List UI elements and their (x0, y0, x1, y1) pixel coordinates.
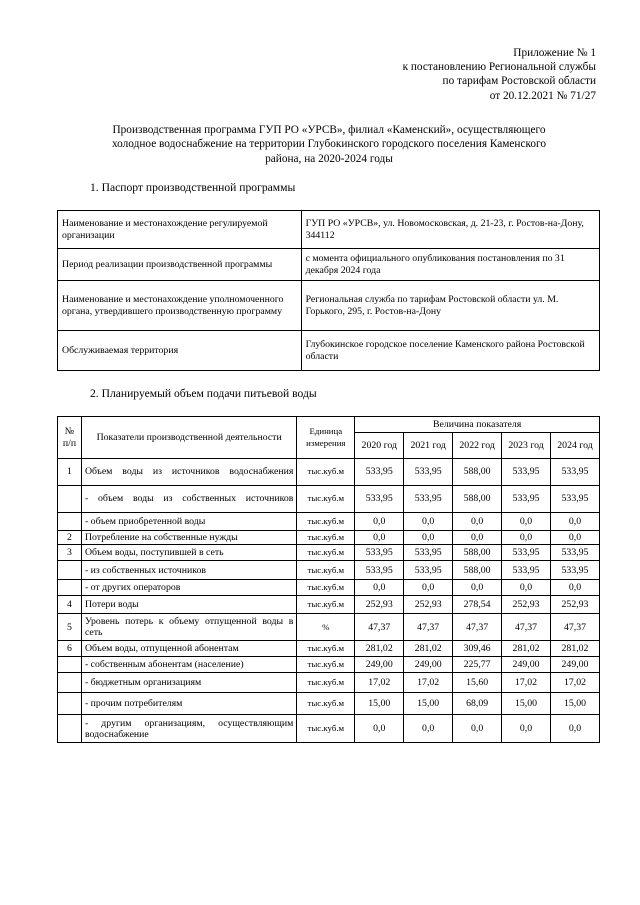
row-value: 47,37 (453, 614, 502, 641)
row-name: - из собственных источников (81, 561, 296, 580)
header-value-group: Величина показателя (355, 417, 600, 433)
row-value: 533,95 (355, 486, 404, 513)
table-row (58, 693, 600, 715)
row-value: 249,00 (355, 657, 404, 673)
row-value: 15,00 (404, 693, 453, 715)
row-name: Уровень потерь к объему отпущенной воды в сеть (81, 614, 296, 641)
row-value: 252,93 (404, 596, 453, 614)
table-row (58, 459, 600, 486)
table-row (58, 657, 600, 673)
row-value: 0,0 (550, 531, 599, 545)
row-number (58, 513, 82, 531)
row-value: 0,0 (502, 531, 551, 545)
table-row (58, 561, 600, 580)
row-unit: тыс.куб.м (297, 596, 355, 614)
row-value: 0,0 (550, 513, 599, 531)
row-name: - объем приобретенной воды (81, 513, 296, 531)
row-unit: тыс.куб.м (297, 715, 355, 743)
row-value: 0,0 (502, 580, 551, 596)
row-value: 0,0 (355, 715, 404, 743)
row-value: 249,00 (502, 657, 551, 673)
row-value: 0,0 (355, 513, 404, 531)
row-unit: тыс.куб.м (297, 486, 355, 513)
row-value: 281,02 (550, 641, 599, 657)
row-number (58, 693, 82, 715)
row-value: 0,0 (453, 580, 502, 596)
row-number: 2 (58, 531, 82, 545)
row-value: 0,0 (404, 715, 453, 743)
row-value: 588,00 (453, 561, 502, 580)
passport-value: с момента официального опубликования постановления по 31 декабря 2024 года (301, 249, 599, 281)
passport-row (58, 249, 600, 281)
row-value: 252,93 (355, 596, 404, 614)
volume-table (57, 416, 600, 743)
passport-table (57, 210, 600, 371)
row-value: 249,00 (550, 657, 599, 673)
title-line: района, на 2020-2024 годы (265, 152, 393, 165)
row-name: Потери воды (81, 596, 296, 614)
appendix-header (403, 46, 596, 103)
row-value: 0,0 (550, 580, 599, 596)
passport-row (58, 331, 600, 371)
row-value: 17,02 (355, 673, 404, 693)
table-row (58, 715, 600, 743)
row-number: 6 (58, 641, 82, 657)
row-name: - от других операторов (81, 580, 296, 596)
row-value: 0,0 (502, 715, 551, 743)
row-value: 0,0 (404, 513, 453, 531)
row-value: 0,0 (355, 531, 404, 545)
row-value: 281,02 (404, 641, 453, 657)
row-value: 533,95 (550, 459, 599, 486)
row-value: 533,95 (404, 459, 453, 486)
row-unit: тыс.куб.м (297, 513, 355, 531)
header-year: 2023 год (502, 433, 551, 459)
row-value: 252,93 (502, 596, 551, 614)
row-value: 252,93 (550, 596, 599, 614)
row-unit: тыс.куб.м (297, 641, 355, 657)
row-number (58, 486, 82, 513)
header-unit: Единица измерения (297, 417, 355, 459)
row-value: 533,95 (502, 561, 551, 580)
header-number: № п/п (58, 417, 82, 459)
row-unit: тыс.куб.м (297, 531, 355, 545)
appendix-line: к постановлению Региональной службы (402, 61, 596, 74)
row-number (58, 580, 82, 596)
row-value: 533,95 (404, 561, 453, 580)
appendix-line: Приложение № 1 (513, 47, 596, 59)
document-title (66, 123, 592, 166)
header-year: 2024 год (550, 433, 599, 459)
row-value: 533,95 (502, 486, 551, 513)
passport-value: Региональная служба по тарифам Ростовской области ул. М. Горького, 295, г. Ростов-на-Дону (301, 281, 599, 331)
row-value: 15,00 (502, 693, 551, 715)
appendix-line: от 20.12.2021 № 71/27 (489, 89, 596, 102)
row-value: 68,09 (453, 693, 502, 715)
table-row (58, 531, 600, 545)
row-value: 533,95 (502, 459, 551, 486)
row-name: - бюджетным организациям (81, 673, 296, 693)
row-unit: тыс.куб.м (297, 545, 355, 561)
row-value: 533,95 (355, 561, 404, 580)
row-value: 533,95 (355, 459, 404, 486)
row-value: 0,0 (355, 580, 404, 596)
row-name: Объем воды, поступившей в сеть (81, 545, 296, 561)
table-header-row (58, 417, 600, 433)
row-value: 533,95 (404, 486, 453, 513)
table-row (58, 580, 600, 596)
row-value: 533,95 (550, 545, 599, 561)
row-number (58, 715, 82, 743)
passport-label: Период реализации производственной программы (58, 249, 302, 281)
passport-label: Обслуживаемая территория (58, 331, 302, 371)
passport-value: Глубокинское городское поселение Каменского района Ростовской области (301, 331, 599, 371)
row-name: - другим организациям, осуществляющим водоснабжение (81, 715, 296, 743)
header-year: 2020 год (355, 433, 404, 459)
row-unit: тыс.куб.м (297, 561, 355, 580)
row-value: 17,02 (404, 673, 453, 693)
section-2-heading: 2. Планируемый объем подачи питьевой воды (90, 387, 317, 400)
passport-label: Наименование и местонахождение уполномоченного органа, утвердившего производственную программу (58, 281, 302, 331)
row-number (58, 657, 82, 673)
row-value: 17,02 (502, 673, 551, 693)
row-unit: тыс.куб.м (297, 657, 355, 673)
passport-row (58, 281, 600, 331)
row-value: 281,02 (502, 641, 551, 657)
row-value: 281,02 (355, 641, 404, 657)
row-value: 0,0 (453, 531, 502, 545)
passport-row (58, 211, 600, 249)
table-row (58, 641, 600, 657)
header-year: 2022 год (453, 433, 502, 459)
row-number (58, 673, 82, 693)
row-number: 3 (58, 545, 82, 561)
row-value: 15,00 (550, 693, 599, 715)
row-value: 47,37 (502, 614, 551, 641)
row-value: 533,95 (550, 486, 599, 513)
header-year: 2021 год (404, 433, 453, 459)
row-value: 15,60 (453, 673, 502, 693)
row-value: 17,02 (550, 673, 599, 693)
section-1-heading: 1. Паспорт производственной программы (90, 181, 296, 194)
row-unit: тыс.куб.м (297, 693, 355, 715)
row-value: 278,54 (453, 596, 502, 614)
row-value: 533,95 (404, 545, 453, 561)
row-number: 5 (58, 614, 82, 641)
row-value: 533,95 (550, 561, 599, 580)
row-value: 47,37 (550, 614, 599, 641)
table-row (58, 486, 600, 513)
table-row (58, 673, 600, 693)
row-value: 0,0 (404, 531, 453, 545)
row-value: 0,0 (453, 715, 502, 743)
appendix-line: по тарифам Ростовской области (442, 75, 596, 88)
row-value: 249,00 (404, 657, 453, 673)
row-value: 0,0 (453, 513, 502, 531)
header-indicator: Показатели производственной деятельности (81, 417, 296, 459)
row-value: 309,46 (453, 641, 502, 657)
row-name: Потребление на собственные нужды (81, 531, 296, 545)
row-number (58, 561, 82, 580)
row-name: - прочим потребителям (81, 693, 296, 715)
row-unit: тыс.куб.м (297, 459, 355, 486)
table-row (58, 513, 600, 531)
row-value: 0,0 (502, 513, 551, 531)
title-line: холодное водоснабжение на территории Глубокинского городского поселения Каменского (111, 138, 547, 151)
row-unit: тыс.куб.м (297, 673, 355, 693)
row-value: 533,95 (355, 545, 404, 561)
row-number: 4 (58, 596, 82, 614)
row-name: - собственным абонентам (население) (81, 657, 296, 673)
row-value: 225,77 (453, 657, 502, 673)
row-value: 588,00 (453, 545, 502, 561)
row-name: - объем воды из собственных источников (81, 486, 296, 513)
row-value: 588,00 (453, 486, 502, 513)
row-unit: тыс.куб.м (297, 580, 355, 596)
passport-label: Наименование и местонахождение регулируемой организации (58, 211, 302, 249)
title-line: Производственная программа ГУП РО «УРСВ», филиал «Каменский», осуществляющего (112, 124, 546, 136)
row-value: 15,00 (355, 693, 404, 715)
row-value: 588,00 (453, 459, 502, 486)
passport-value: ГУП РО «УРСВ», ул. Новомосковская, д. 21-23, г. Ростов-на-Дону, 344112 (301, 211, 599, 249)
table-row (58, 545, 600, 561)
row-value: 0,0 (550, 715, 599, 743)
row-value: 0,0 (404, 580, 453, 596)
row-name: Объем воды, отпущенной абонентам (81, 641, 296, 657)
row-value: 47,37 (355, 614, 404, 641)
row-number: 1 (58, 459, 82, 486)
table-row (58, 614, 600, 641)
row-unit: % (297, 614, 355, 641)
row-value: 47,37 (404, 614, 453, 641)
table-row (58, 596, 600, 614)
row-name: Объем воды из источников водоснабжения (81, 459, 296, 486)
row-value: 533,95 (502, 545, 551, 561)
